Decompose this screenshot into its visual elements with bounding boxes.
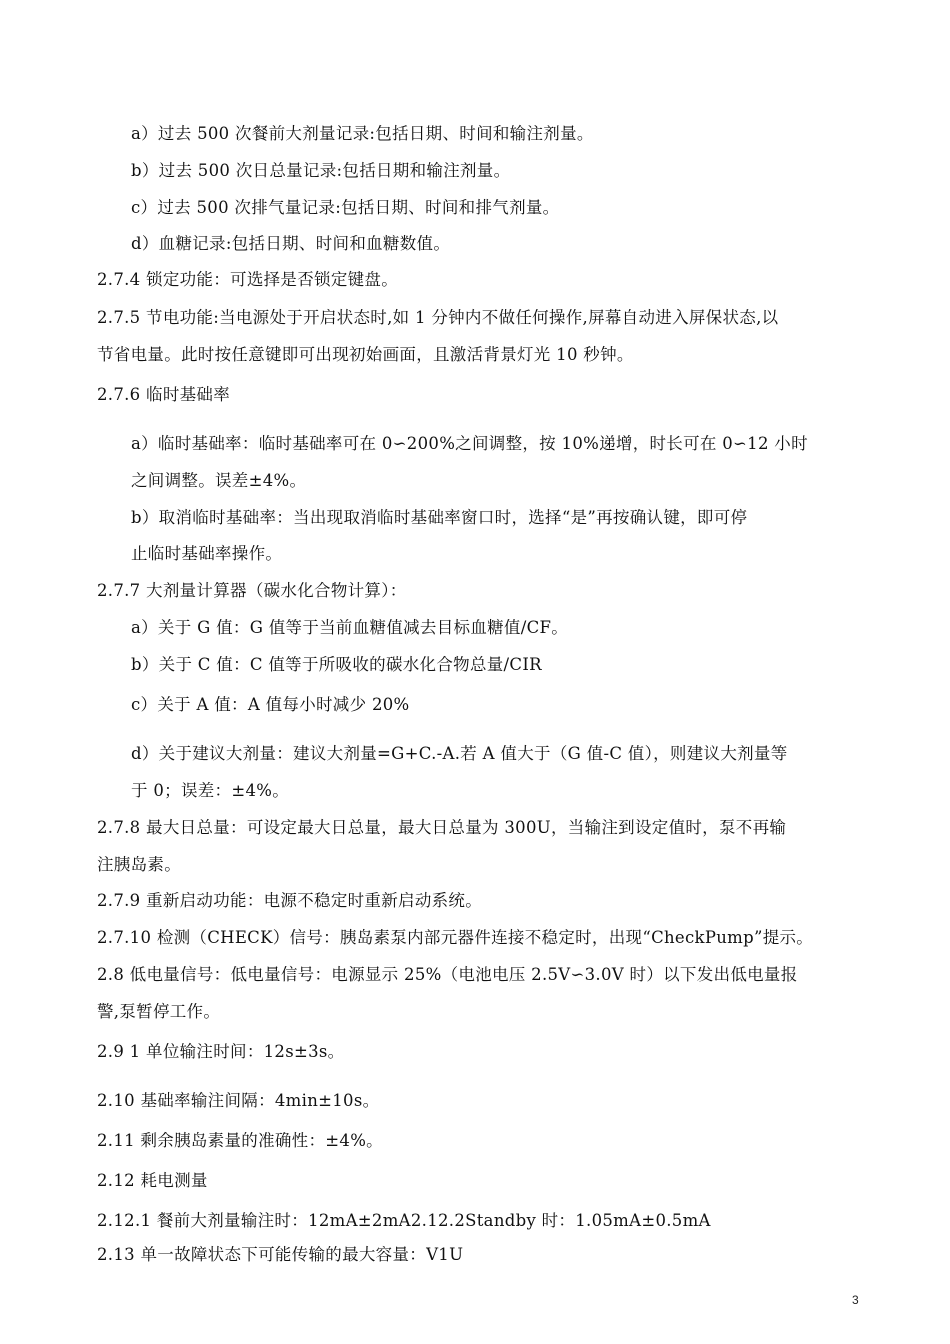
section-2-9: 2.9 1 单位输注时间：12s±3s。 — [97, 1042, 345, 1061]
list-item-temp-basal: a）临时基础率：临时基础率可在 0∽200%之间调整，按 10%递增，时长可在 0∽12 小时 — [131, 434, 808, 453]
section-2-7-4: 2.7.4 锁定功能：可选择是否锁定键盘。 — [97, 270, 399, 289]
section-2-7-5: 2.7.5 节电功能:当电源处于开启状态时,如 1 分钟内不做任何操作,屏幕自动进入屏保状态,以 — [97, 308, 779, 327]
list-item-g-value: a）关于 G 值：G 值等于当前血糖值减去目标血糖值/CF。 — [131, 618, 569, 637]
section-2-7-7: 2.7.7 大剂量计算器（碳水化合物计算）： — [97, 581, 407, 600]
list-item-a-value: c）关于 A 值：A 值每小时减少 20% — [131, 695, 410, 714]
list-item-prime-records: c）过去 500 次排气量记录:包括日期、时间和排气剂量。 — [131, 198, 560, 217]
list-item-cancel-temp-basal: b）取消临时基础率：当出现取消临时基础率窗口时，选择“是”再按确认键，即可停 — [131, 508, 748, 527]
list-item-suggested-bolus: d）关于建议大剂量：建议大剂量=G+C.-A.若 A 值大于（G 值-C 值），则建议大剂量等 — [131, 744, 788, 763]
section-2-8-cont: 警,泵暂停工作。 — [97, 1002, 221, 1021]
section-2-13: 2.13 单一故障状态下可能传输的最大容量：V1U — [97, 1245, 464, 1264]
section-2-7-6: 2.7.6 临时基础率 — [97, 385, 231, 404]
list-item-daily-total-records: b）过去 500 次日总量记录:包括日期和输注剂量。 — [131, 161, 511, 180]
section-2-8: 2.8 低电量信号：低电量信号：电源显示 25%（电池电压 2.5V∽3.0V 时）以下发出低电量报 — [97, 965, 798, 984]
list-item-temp-basal-cont: 之间调整。误差±4%。 — [131, 471, 307, 490]
list-item-bolus-records: a）过去 500 次餐前大剂量记录:包括日期、时间和输注剂量。 — [131, 124, 594, 143]
section-2-11: 2.11 剩余胰岛素量的准确性：±4%。 — [97, 1131, 383, 1150]
section-2-10: 2.10 基础率输注间隔：4min±10s。 — [97, 1091, 380, 1110]
section-2-7-9: 2.7.9 重新启动功能：电源不稳定时重新启动系统。 — [97, 891, 483, 910]
section-2-7-8: 2.7.8 最大日总量：可设定最大日总量，最大日总量为 300U，当输注到设定值时，泵不再输 — [97, 818, 787, 837]
section-2-7-8-cont: 注胰岛素。 — [97, 855, 181, 874]
page-number: 3 — [852, 1293, 859, 1307]
section-2-12-1: 2.12.1 餐前大剂量输注时：12mA±2mA2.12.2Standby 时：1.05mA±0.5mA — [97, 1211, 711, 1230]
list-item-c-value: b）关于 C 值：C 值等于所吸收的碳水化合物总量/CIR — [131, 655, 542, 674]
section-2-7-5-cont: 节省电量。此时按任意键即可出现初始画面，且激活背景灯光 10 秒钟。 — [97, 345, 634, 364]
section-2-12: 2.12 耗电测量 — [97, 1171, 208, 1190]
list-item-suggested-bolus-cont: 于 0；误差：±4%。 — [131, 781, 290, 800]
section-2-7-10: 2.7.10 检测（CHECK）信号：胰岛素泵内部元器件连接不稳定时，出现“CheckPump”提示。 — [97, 928, 814, 947]
list-item-glucose-records: d）血糖记录:包括日期、时间和血糖数值。 — [131, 234, 451, 253]
list-item-cancel-temp-basal-cont: 止临时基础率操作。 — [131, 544, 283, 563]
